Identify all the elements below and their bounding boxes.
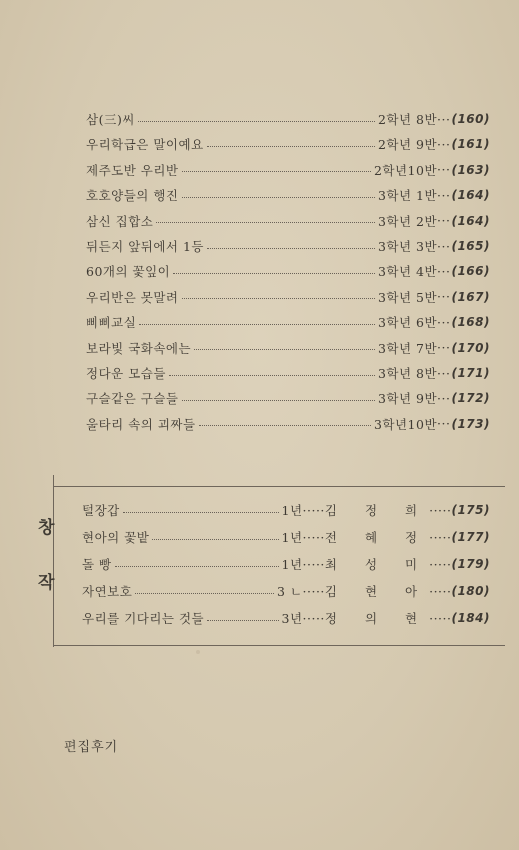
leader-dots-short: ··· bbox=[437, 213, 451, 229]
entry-page: (173) bbox=[451, 416, 490, 431]
leader-dots bbox=[182, 165, 371, 172]
toc-entry bbox=[86, 312, 490, 332]
leader-dots-short: ··· bbox=[437, 162, 451, 178]
entry-grade: 1년 bbox=[281, 503, 303, 518]
toc-entry bbox=[86, 185, 490, 205]
entry-class: 2학년 8반 bbox=[377, 112, 438, 127]
leader-dots bbox=[182, 394, 375, 401]
leader-dots bbox=[115, 560, 279, 567]
entry-page: (171) bbox=[451, 366, 490, 380]
leader-dots-short: ····· bbox=[302, 556, 325, 572]
toc-entry bbox=[86, 134, 490, 154]
entry-title: 현아의 꽃밭 bbox=[82, 530, 150, 545]
leader-dots-short: ····· bbox=[429, 502, 452, 518]
leader-dots-short: ····· bbox=[302, 529, 325, 545]
leader-dots-short: ····· bbox=[302, 610, 325, 626]
entry-title: 우리를 기다리는 것들 bbox=[82, 611, 205, 626]
entry-page: (166) bbox=[451, 264, 490, 279]
entry-page: (179) bbox=[451, 557, 490, 571]
entry-class: 3학년 3반 bbox=[377, 239, 438, 254]
leader-dots bbox=[139, 318, 375, 325]
section-rule-vertical bbox=[53, 475, 54, 647]
leader-dots-short: ··· bbox=[437, 187, 451, 203]
entry-grade: 1년 bbox=[281, 530, 303, 545]
entry-title: 구슬같은 구슬들 bbox=[86, 391, 179, 407]
entry-grade: 3 ㄴ bbox=[277, 584, 303, 599]
leader-dots bbox=[138, 115, 375, 122]
leader-dots bbox=[199, 419, 371, 426]
entry-page: (164) bbox=[451, 213, 490, 228]
entry-page: (167) bbox=[451, 289, 490, 304]
entry-title: 털장갑 bbox=[82, 503, 120, 518]
entry-grade: 3년 bbox=[281, 611, 303, 626]
entry-title: 우리반은 못말려 bbox=[86, 289, 179, 305]
toc-entry bbox=[86, 338, 490, 358]
entry-title: 뒤든지 앞뒤에서 1등 bbox=[86, 239, 204, 254]
section-rule-bottom bbox=[53, 645, 505, 646]
entry-title: 제주도반 우리반 bbox=[86, 162, 179, 178]
toc-entry bbox=[86, 388, 490, 408]
entry-page: (163) bbox=[451, 162, 490, 177]
leader-dots bbox=[173, 267, 375, 274]
entry-page: (175) bbox=[451, 503, 490, 517]
entry-title: 삼(三)씨 bbox=[86, 112, 135, 127]
entry-class: 3학년 2반 bbox=[377, 213, 438, 229]
toc-entry bbox=[86, 363, 490, 383]
entry-class: 3학년 7반 bbox=[377, 340, 438, 356]
entry-title: 60개의 꽃잎이 bbox=[86, 264, 171, 280]
leader-dots bbox=[207, 242, 375, 249]
leader-dots-short: ··· bbox=[437, 314, 451, 330]
leader-dots bbox=[207, 614, 278, 621]
entry-page: (164) bbox=[451, 188, 490, 203]
editor-afterword: 편집후기 bbox=[64, 740, 119, 755]
toc-entry bbox=[86, 287, 490, 307]
toc-entry bbox=[86, 236, 490, 256]
entry-page: (170) bbox=[451, 340, 490, 355]
toc-entry bbox=[86, 261, 490, 281]
toc-entry bbox=[86, 211, 490, 231]
leader-dots-short: ··· bbox=[437, 416, 451, 432]
entry-class: 3학년 8반 bbox=[377, 366, 438, 381]
leader-dots-short: ····· bbox=[429, 610, 452, 626]
entry-class: 3학년10반 bbox=[373, 416, 438, 432]
leader-dots-short: ····· bbox=[429, 583, 452, 599]
entry-grade: 1년 bbox=[281, 557, 303, 572]
leader-dots bbox=[182, 292, 375, 299]
entry-class: 3학년 1반 bbox=[377, 188, 438, 204]
entry-title: 돌 빵 bbox=[82, 557, 112, 572]
section-label-char-2: 작 bbox=[38, 573, 55, 593]
toc-entry bbox=[86, 160, 490, 180]
entry-title: 호호양들의 행진 bbox=[86, 188, 179, 204]
leader-dots bbox=[182, 191, 375, 198]
leader-dots-short: ····· bbox=[429, 529, 452, 545]
entry-author: 최 성 미 bbox=[324, 557, 430, 572]
toc-entry bbox=[86, 109, 490, 129]
entry-title: 보라빛 국화속에는 bbox=[86, 340, 192, 356]
entry-class: 3학년 9반 bbox=[377, 391, 438, 407]
entry-page: (177) bbox=[451, 530, 490, 544]
leader-dots-short: ··· bbox=[437, 289, 451, 305]
section-rule-top bbox=[53, 486, 505, 487]
entry-class: 3학년 4반 bbox=[377, 264, 438, 280]
entry-class: 3학년 5반 bbox=[377, 289, 438, 305]
leader-dots-short: ····· bbox=[429, 556, 452, 572]
creative-entry bbox=[82, 527, 490, 547]
leader-dots-short: ··· bbox=[437, 340, 451, 356]
leader-dots bbox=[207, 140, 375, 147]
leader-dots-short: ··· bbox=[437, 111, 451, 127]
entry-title: 자연보호 bbox=[82, 584, 133, 599]
creative-entry bbox=[82, 500, 490, 520]
leader-dots-short: ··· bbox=[437, 365, 451, 381]
entry-page: (161) bbox=[451, 137, 490, 152]
entry-author: 김 현 아 bbox=[324, 584, 430, 599]
leader-dots-short: ··· bbox=[437, 136, 451, 152]
entry-class: 2학년10반 bbox=[373, 162, 438, 178]
leader-dots bbox=[156, 216, 375, 223]
leader-dots-short: ··· bbox=[437, 238, 451, 254]
entry-class: 2학년 9반 bbox=[377, 137, 438, 153]
entry-page: (180) bbox=[451, 584, 490, 598]
entry-page: (160) bbox=[451, 112, 490, 126]
section-label-char-1: 창 bbox=[38, 518, 55, 538]
entry-title: 삼신 집합소 bbox=[86, 213, 154, 229]
entry-author: 전 혜 정 bbox=[324, 530, 430, 545]
creative-entry bbox=[82, 581, 490, 601]
leader-dots-short: ····· bbox=[302, 583, 325, 599]
entry-author: 정 의 현 bbox=[324, 611, 430, 626]
leader-dots-short: ····· bbox=[302, 502, 325, 518]
entry-title: 정다운 모습들 bbox=[86, 366, 166, 381]
entry-title: 삐삐교실 bbox=[86, 315, 137, 331]
entry-page: (172) bbox=[451, 391, 490, 406]
leader-dots bbox=[152, 533, 278, 540]
entry-title: 울타리 속의 괴짜들 bbox=[86, 416, 196, 432]
entry-title: 우리학급은 말이예요 bbox=[86, 137, 204, 153]
entry-author: 김 정 희 bbox=[324, 503, 430, 518]
entry-class: 3학년 6반 bbox=[377, 315, 438, 331]
ink-speck bbox=[196, 650, 200, 654]
leader-dots bbox=[169, 369, 375, 376]
entry-page: (184) bbox=[451, 611, 490, 625]
creative-entry bbox=[82, 608, 490, 628]
leader-dots-short: ··· bbox=[437, 263, 451, 279]
creative-entry bbox=[82, 554, 490, 574]
toc-entry bbox=[86, 414, 490, 434]
leader-dots bbox=[123, 506, 279, 513]
leader-dots bbox=[194, 343, 375, 350]
entry-page: (165) bbox=[451, 239, 490, 253]
leader-dots bbox=[135, 587, 274, 594]
entry-page: (168) bbox=[451, 315, 490, 330]
leader-dots-short: ··· bbox=[437, 390, 451, 406]
